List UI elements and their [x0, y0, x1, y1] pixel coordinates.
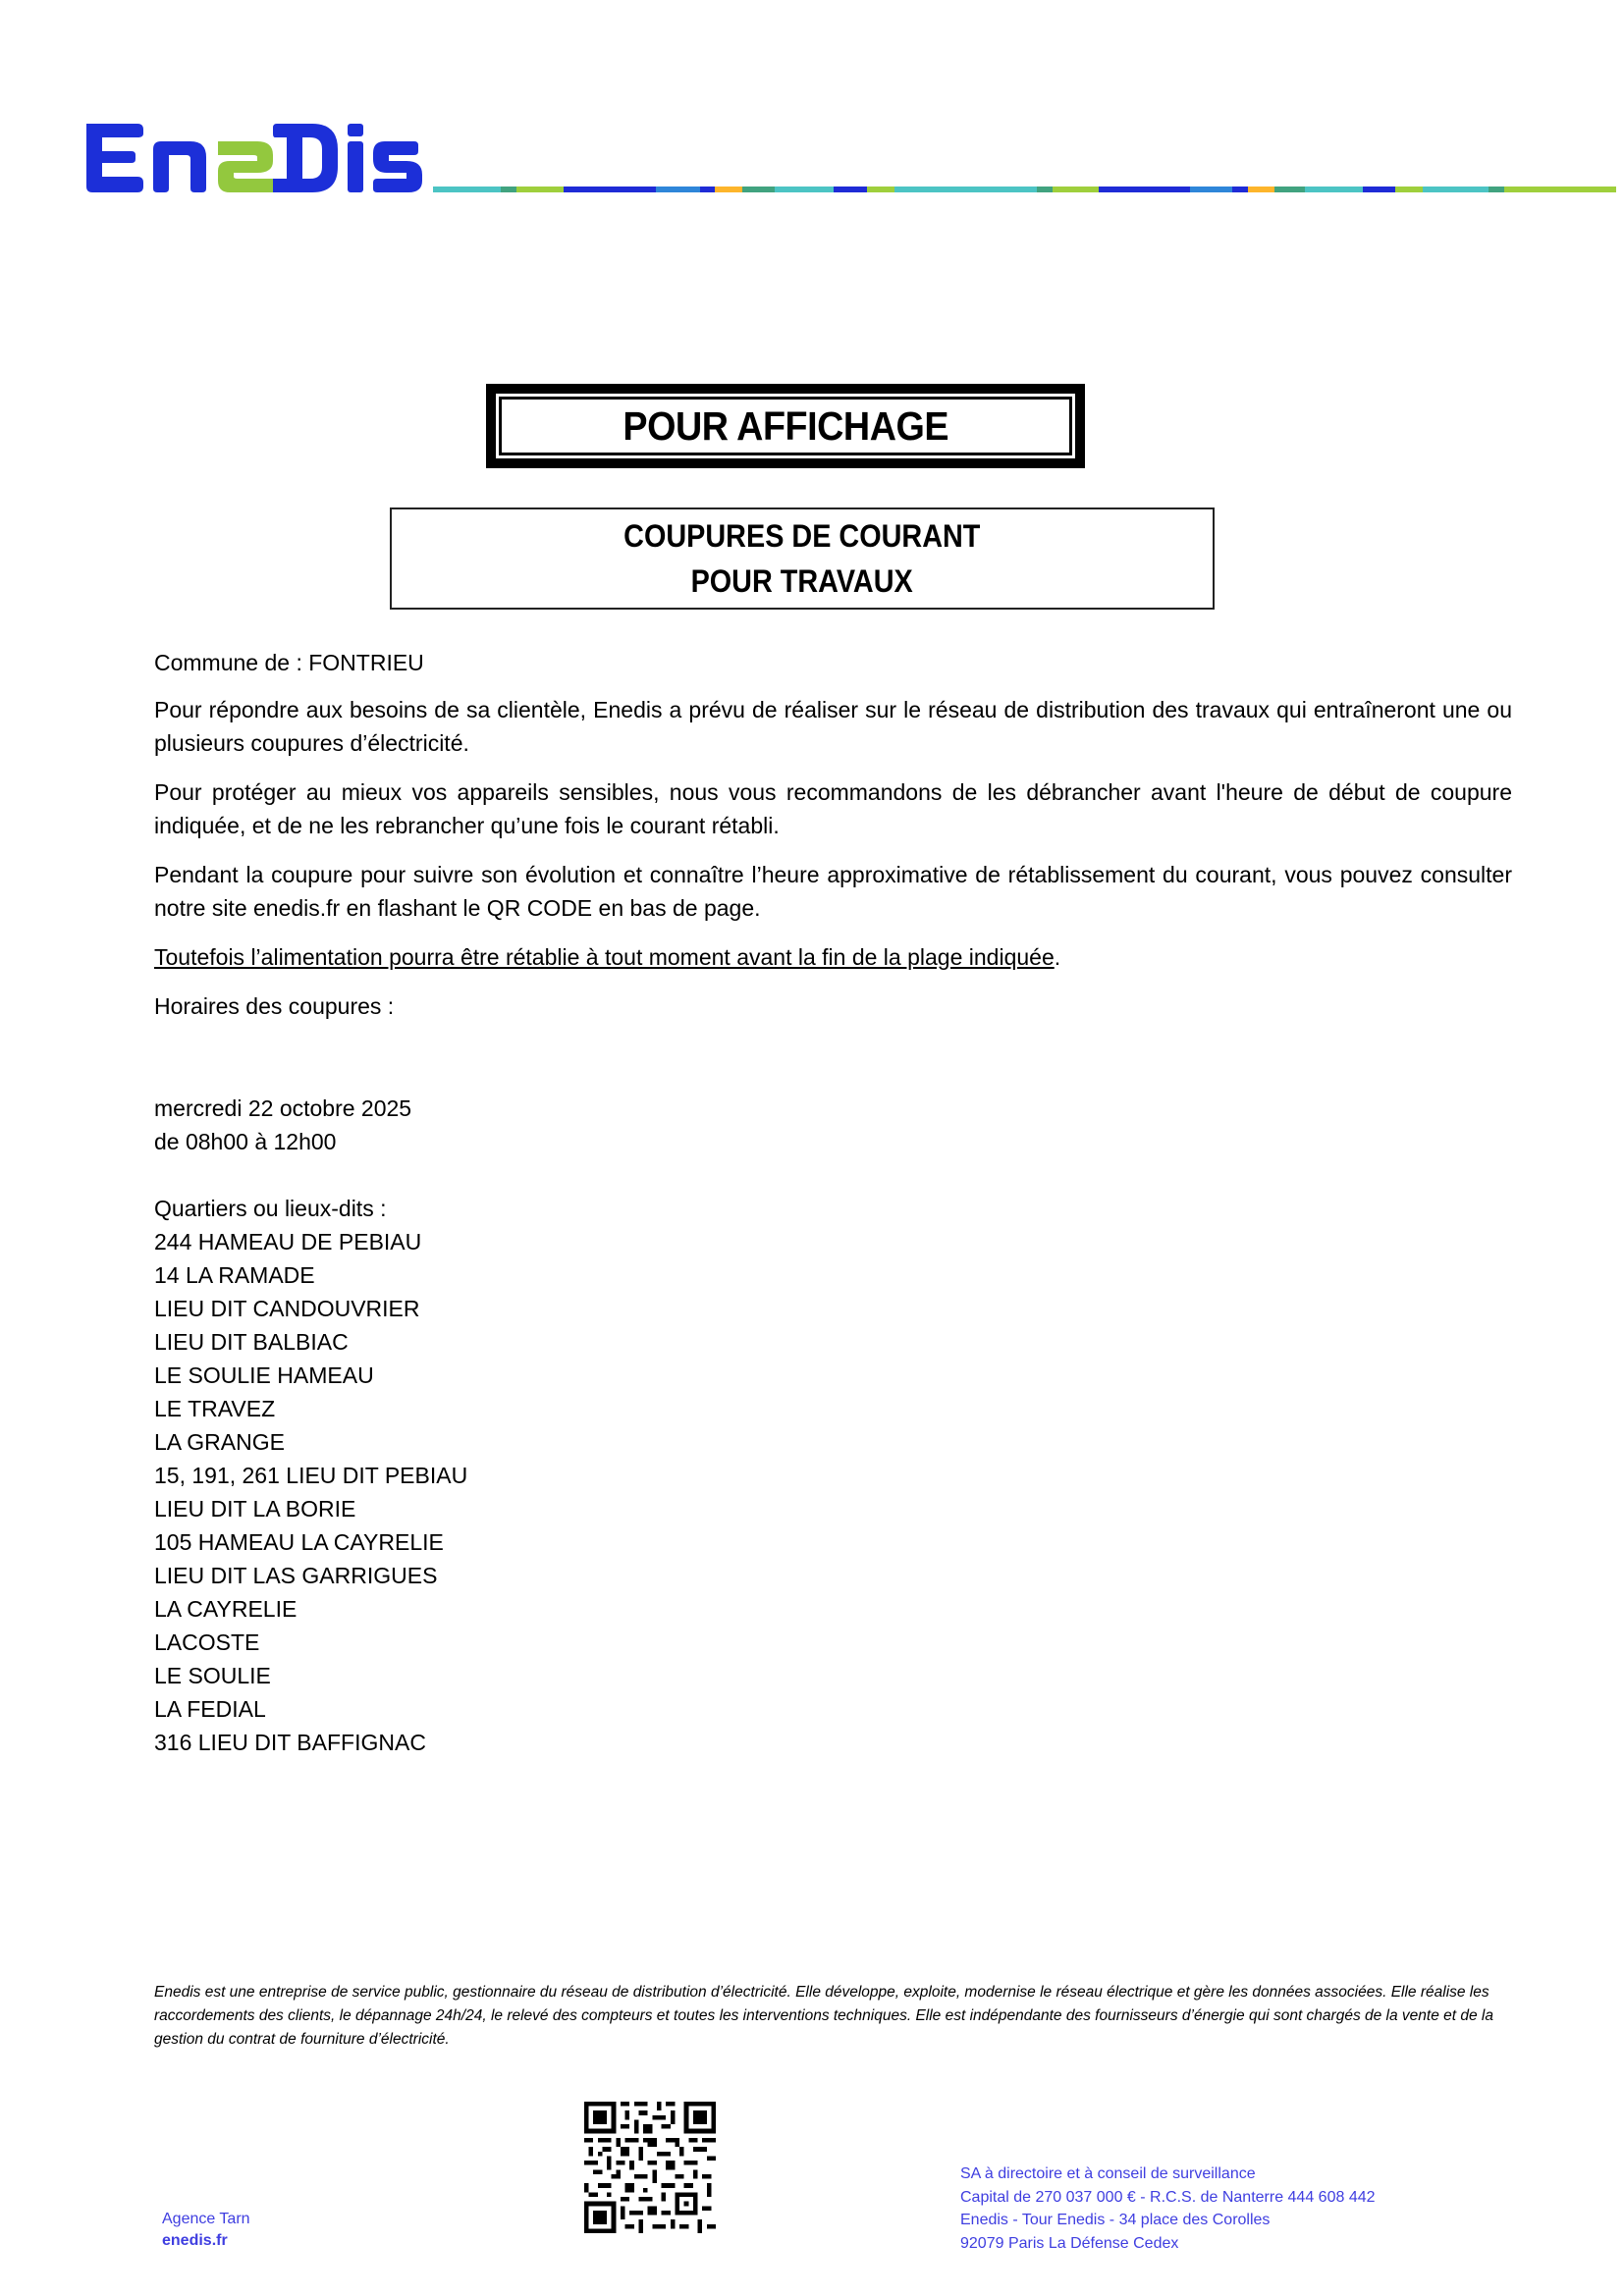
- outage-date: mercredi 22 octobre 2025: [154, 1095, 412, 1121]
- tracking-paragraph: Pendant la coupure pour suivre son évolution et connaître l’heure approximative de rétablissement du courant, vous pouvez consulter notre site enedis.fr en flashant le QR CODE en bas de page.: [154, 862, 1512, 921]
- restore-warning-text: Toutefois l’alimentation pourra être rétablie à tout moment avant la fin de la plage indiquée: [154, 944, 1055, 970]
- enedis-logo: [81, 120, 422, 196]
- place-item: 15, 191, 261 LIEU DIT PEBIAU: [154, 1463, 468, 1488]
- stripe-segment: [1395, 187, 1423, 192]
- agency-name: Agence Tarn: [162, 2211, 250, 2227]
- place-item: 316 LIEU DIT BAFFIGNAC: [154, 1730, 426, 1755]
- place-item: LIEU DIT LAS GARRIGUES: [154, 1563, 438, 1588]
- place-item: LACOSTE: [154, 1629, 260, 1655]
- stripe-segment: [867, 187, 894, 192]
- outage-time: de 08h00 à 12h00: [154, 1129, 337, 1154]
- place-item: LIEU DIT CANDOUVRIER: [154, 1296, 420, 1321]
- stripe-segment: [1363, 187, 1395, 192]
- commune-name: Commune de : FONTRIEU: [154, 650, 424, 675]
- stripe-segment: [1099, 187, 1190, 192]
- place-item: LIEU DIT BALBIAC: [154, 1329, 349, 1355]
- header-color-stripe: [433, 187, 1616, 192]
- company-disclaimer: Enedis est une entreprise de service public, gestionnaire du réseau de distribution d’électricité. Elle développe, exploite, modernise le réseau électrique et gère les données associées. Elle réalise les raccordements des clients, le dépannage 24h/24, le relevé des compteurs et toutes les interventions techniques. Elle est indépendante des fournisseurs d’énergie qui sont chargés de la vente et de la gestion du contrat de fourniture d’électricité.: [154, 1984, 1493, 2048]
- place-item: 105 HAMEAU LA CAYRELIE: [154, 1529, 444, 1555]
- qr-code-icon[interactable]: [584, 2102, 716, 2233]
- legal-line-4: 92079 Paris La Défense Cedex: [960, 2234, 1179, 2252]
- stripe-segment: [742, 187, 775, 192]
- outage-schedule: [154, 1092, 467, 1759]
- notice-body: [154, 646, 1512, 1039]
- stripe-segment: [501, 187, 516, 192]
- intro-paragraph: Pour répondre aux besoins de sa clientèle, Enedis a prévu de réaliser sur le réseau de distribution des travaux qui entraîneront une ou plusieurs coupures d’électricité.: [154, 697, 1512, 756]
- place-item: LA GRANGE: [154, 1429, 285, 1455]
- legal-line-1: SA à directoire et à conseil de surveillance: [960, 2165, 1256, 2182]
- place-item: 14 LA RAMADE: [154, 1262, 315, 1288]
- place-item: LE SOULIE HAMEAU: [154, 1362, 374, 1388]
- place-item: 244 HAMEAU DE PEBIAU: [154, 1229, 422, 1255]
- notice-title-line-2: POUR TRAVAUX: [690, 563, 914, 599]
- restore-warning: [154, 940, 1512, 974]
- stripe-segment: [700, 187, 715, 192]
- agency-block: [162, 2209, 250, 2252]
- stripe-segment: [775, 187, 834, 192]
- stripe-segment: [656, 187, 700, 192]
- stripe-segment: [1037, 187, 1053, 192]
- place-item: LE TRAVEZ: [154, 1396, 276, 1421]
- place-item: LE SOULIE: [154, 1663, 271, 1688]
- agency-website-link[interactable]: enedis.fr: [162, 2232, 228, 2249]
- display-notice-box: [486, 384, 1085, 468]
- stripe-segment: [834, 187, 867, 192]
- notice-title-line-1: COUPURES DE COURANT: [623, 518, 981, 554]
- stripe-segment: [516, 187, 564, 192]
- stripe-segment: [433, 187, 501, 192]
- legal-info: [960, 2163, 1376, 2255]
- legal-line-3: Enedis - Tour Enedis - 34 place des Corolles: [960, 2212, 1271, 2228]
- restore-warning-period: .: [1054, 944, 1061, 970]
- place-item: LA FEDIAL: [154, 1696, 266, 1722]
- stripe-segment: [1305, 187, 1363, 192]
- display-notice-label: POUR AFFICHAGE: [623, 402, 948, 449]
- stripe-segment: [1232, 187, 1248, 192]
- advice-paragraph: Pour protéger au mieux vos appareils sensibles, nous vous recommandons de les débrancher avant l'heure de début de coupure indiquée, et de ne les rebrancher qu’une fois le courant rétabli.: [154, 779, 1512, 838]
- stripe-segment: [1274, 187, 1305, 192]
- notice-title-box: [390, 507, 1215, 610]
- stripe-segment: [1248, 187, 1274, 192]
- stripe-segment: [1423, 187, 1489, 192]
- schedule-label: Horaires des coupures :: [154, 993, 395, 1019]
- stripe-segment: [1489, 187, 1504, 192]
- stripe-segment: [715, 187, 742, 192]
- legal-line-2: Capital de 270 037 000 € - R.C.S. de Nanterre 444 608 442: [960, 2188, 1376, 2206]
- stripe-segment: [894, 187, 1037, 192]
- place-item: LA CAYRELIE: [154, 1596, 298, 1622]
- stripe-segment: [1053, 187, 1099, 192]
- places-label: Quartiers ou lieux-dits :: [154, 1196, 387, 1221]
- stripe-segment: [1190, 187, 1232, 192]
- stripe-segment: [1504, 187, 1616, 192]
- stripe-segment: [564, 187, 656, 192]
- place-item: LIEU DIT LA BORIE: [154, 1496, 356, 1522]
- places-list: [154, 1225, 467, 1759]
